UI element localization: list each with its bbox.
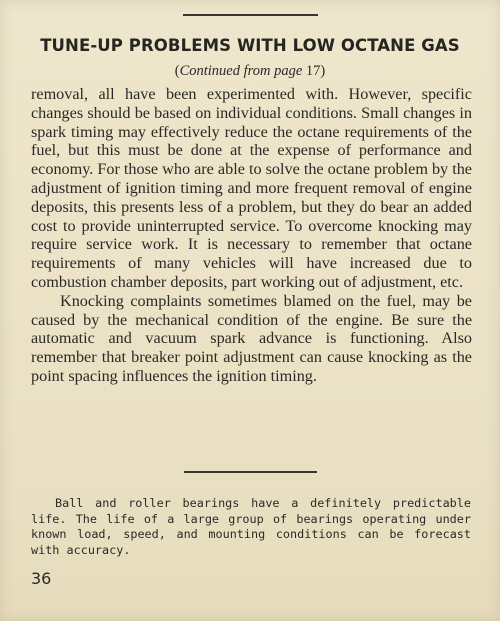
footnote-text: Ball and roller bearings have a definitely predictable life. The life of a large group of bearings operating under known load, speed, and mounting conditions can be forecast with accuracy. <box>31 496 471 557</box>
paragraph-1: removal, all have been experimented with. However, specific changes should be based on individual conditions. Small changes in spark timing may effectively reduce the octane requirements of the fuel, but this must be done at the expense of performance and economy. For those who are able to solve the octane problem by the adjustment of ignition timing and more frequent removal of engine deposits, this presents less of a problem, but they do bear an added cost to provide uninterrupted service. To overcome knocking may require service work. It is necessary to remember that octane requirements of many vehicles will have increased due to combustion chamber deposits, part working out of adjustment, etc. <box>31 85 472 291</box>
paragraph-2: Knocking complaints sometimes blamed on the fuel, may be caused by the mechanical condition of the engine. Be sure the automatic and vacuum spark advance is functioning. Also remember that breaker point adjustment can cause knocking as the point spacing influences the ignition timing. <box>31 291 472 385</box>
continued-page-number: 17 <box>305 63 321 79</box>
footnote <box>31 496 471 558</box>
body-text <box>31 85 472 386</box>
top-rule <box>183 14 318 16</box>
section-divider <box>184 471 317 473</box>
continued-note: (Continued from page 17) <box>174 63 326 79</box>
continued-label: Continued from page <box>179 63 303 79</box>
page-number: 36 <box>31 569 52 588</box>
page-title: TUNE-UP PROBLEMS WITH LOW OCTANE GAS <box>40 36 460 55</box>
